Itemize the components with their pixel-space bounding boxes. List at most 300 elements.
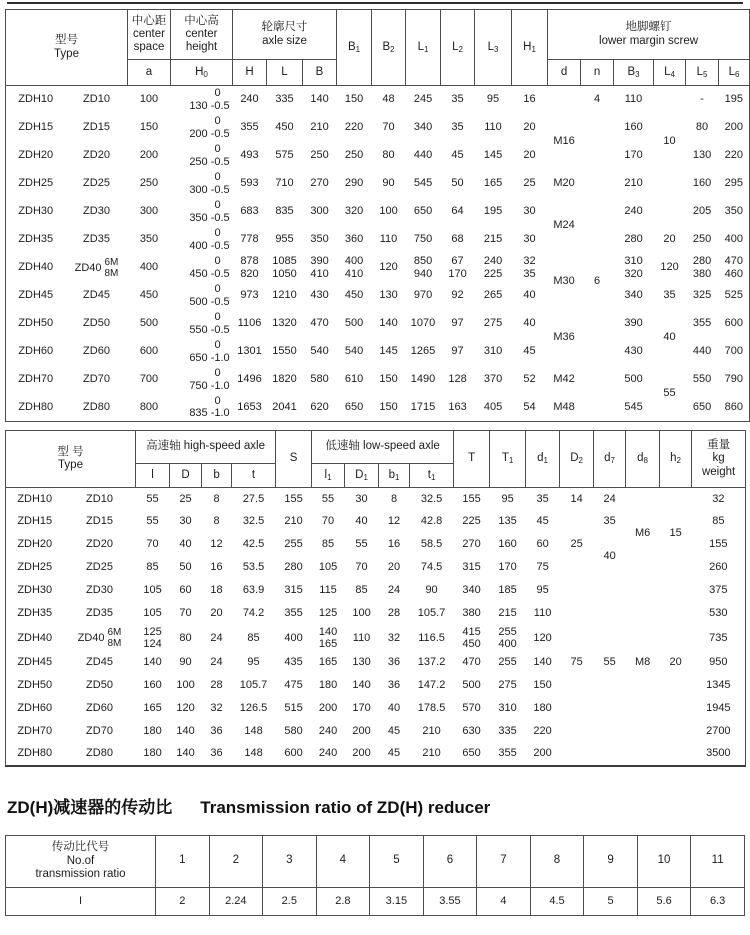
table-cell: 1320 — [272, 316, 297, 329]
table-cell: 530 — [709, 607, 728, 620]
table-cell: 245 — [413, 93, 433, 106]
table-cell: 32.5 — [420, 492, 443, 505]
table-cell: 1653 — [237, 400, 262, 413]
table-cell: 1210 — [272, 288, 297, 301]
header-cell: 2 — [209, 835, 263, 887]
table-cell: 580 — [284, 724, 303, 737]
header-cell: $H_0$ — [171, 60, 233, 86]
table-cell: 0 650 -1.0 — [189, 338, 230, 364]
table-cell: 110 — [484, 120, 502, 133]
table-cell: 380 — [462, 607, 481, 620]
table-cell: 0 350 -0.5 — [189, 198, 230, 224]
table-cell: 350 — [724, 204, 743, 217]
table-cell: 24 — [603, 492, 616, 505]
table-cell: 5 — [584, 887, 638, 915]
header-cell: $l_1$ — [312, 464, 345, 488]
table-cell: 180 — [143, 747, 162, 760]
table-cell: 55 — [146, 492, 159, 505]
table-cell: 45 — [387, 747, 401, 760]
table-cell: 450 — [139, 288, 159, 301]
table-cell: 800 — [139, 400, 159, 413]
table-cell: 390 — [624, 316, 643, 329]
table-cell: 147.2 — [417, 678, 446, 691]
table-cell: ZD50 — [83, 316, 110, 329]
table-cell: 30 — [355, 492, 368, 505]
table-cell: 130 — [692, 148, 712, 161]
table-cell: 20 — [663, 232, 676, 245]
table-cell — [626, 626, 660, 651]
table-cell: 593 — [240, 176, 259, 189]
table-cell: 240 — [240, 93, 259, 106]
table-cell: 32.5 — [242, 515, 265, 528]
table-cell: ZD10 — [86, 492, 113, 505]
header-cell: 9 — [584, 835, 638, 887]
table-cell: 0 550 -0.5 — [189, 310, 230, 336]
table-cell: 545 — [413, 176, 433, 189]
table-cell: 600 — [284, 747, 303, 760]
table-cell: 170 — [624, 148, 643, 161]
table-cell: 170 — [352, 701, 371, 714]
table-cell: 400 — [139, 260, 159, 273]
table-cell: 0 500 -0.5 — [189, 282, 230, 308]
table-cell — [660, 626, 692, 651]
table-cell: ZDH50 — [17, 678, 53, 691]
table-cell: 140 165 — [318, 625, 338, 651]
table-cell: 12 — [210, 538, 223, 551]
table-cell: ZDH70 — [18, 372, 54, 385]
table-cell: 0 400 -0.5 — [189, 226, 230, 252]
table-cell: 195 — [724, 93, 743, 106]
table-cell: 2 — [156, 887, 210, 915]
table-cell — [581, 226, 614, 254]
table-cell: M6 — [634, 526, 651, 539]
table-cell: 16 — [210, 561, 223, 574]
table-cell: 5.6 — [637, 887, 691, 915]
table-cell: 140 — [176, 747, 195, 760]
table-cell — [581, 366, 614, 394]
table-cell: 126.5 — [239, 701, 268, 714]
table-cell: 973 — [240, 288, 259, 301]
table-cell: 18 — [210, 584, 223, 597]
table-cell: 70 — [355, 561, 368, 574]
table-cell — [626, 674, 660, 697]
table-cell: 20 — [523, 148, 536, 161]
table-cell: 500 — [624, 372, 643, 385]
table-cell: 75 — [536, 561, 549, 574]
table-cell — [560, 697, 594, 720]
table-cell: ZD60 — [86, 701, 113, 714]
table-cell: ZDH10 — [18, 93, 54, 106]
table-cell: 335 — [275, 93, 294, 106]
table-cell: ZDH20 — [17, 538, 53, 551]
table-cell: 105.7 — [417, 607, 446, 620]
header-cell: $D_1$ — [345, 464, 379, 488]
table-cell: M8 — [634, 655, 651, 668]
table-cell: ZD30 — [86, 584, 113, 597]
table-cell: 68 — [451, 232, 464, 245]
table-cell: 350 — [139, 232, 159, 245]
table-cell — [654, 170, 686, 198]
table-cell: ZD40 6M 8M — [74, 256, 119, 279]
table-cell: 540 — [344, 344, 364, 357]
header-cell: 3 — [263, 835, 317, 887]
table-cell: 250 — [692, 232, 712, 245]
table-cell: 205 — [692, 204, 712, 217]
table-cell: 120 — [533, 631, 552, 644]
table-cell: 255 — [498, 655, 517, 668]
table-cell: 470 460 — [724, 254, 743, 280]
table-cell: 580 — [310, 372, 329, 385]
table-cell: ZD30 — [83, 204, 110, 217]
table-cell: 60 — [536, 538, 549, 551]
table-cell — [560, 674, 594, 697]
table-cell: 160 — [692, 176, 712, 189]
header-cell: $B_3$ — [614, 60, 654, 86]
header-cell: $d_1$ — [526, 431, 560, 488]
table-cell: 92 — [451, 288, 464, 301]
header-cell: $L_4$ — [654, 60, 686, 86]
table-cell: 0 750 -1.0 — [189, 366, 230, 392]
table-cell: ZDH35 — [17, 607, 53, 620]
table-cell: ZD15 — [86, 515, 113, 528]
table-cell: 3.55 — [423, 887, 477, 915]
table-cell: 10 — [663, 134, 676, 147]
table-2-body — [6, 488, 746, 766]
table-cell — [594, 720, 626, 743]
table-3-header — [6, 835, 745, 887]
table-cell: ZDH15 — [18, 120, 54, 133]
header-cell: d — [548, 60, 581, 86]
table-cell: 45 — [536, 515, 549, 528]
table-cell: 20 — [669, 655, 682, 668]
header-cell: 轮廓尺寸 axle size — [233, 10, 337, 60]
table-cell — [560, 743, 594, 766]
table-cell: 165 — [143, 701, 162, 714]
header-cell: $B_1$ — [337, 10, 372, 86]
table-cell: 58.5 — [420, 538, 443, 551]
table-cell: - — [700, 93, 704, 106]
table-cell — [581, 338, 614, 366]
table-cell — [626, 697, 660, 720]
top-rule — [7, 2, 743, 4]
table-cell: 105 — [318, 561, 338, 574]
table-cell: 355 — [692, 316, 712, 329]
table-cell: 24 — [387, 584, 401, 597]
table-cell: 36 — [387, 655, 401, 668]
table-cell — [626, 603, 660, 626]
table-cell: 290 — [344, 176, 364, 189]
table-cell: 8 — [213, 492, 220, 505]
table-cell: ZDH60 — [17, 701, 53, 714]
table-cell: 140 — [379, 316, 398, 329]
header-cell: a — [128, 60, 171, 86]
header-cell: 中心距 center space — [128, 10, 171, 60]
table-cell: 50 — [451, 176, 464, 189]
table-cell: ZD20 — [83, 148, 110, 161]
table-cell: 1490 — [410, 372, 436, 385]
header-cell: 高速轴 high-speed axle — [136, 431, 276, 464]
table-cell: 20 — [523, 120, 536, 133]
table-cell: 135 — [498, 515, 517, 528]
table-cell: 470 — [462, 655, 481, 668]
table-cell: 70 — [321, 515, 335, 528]
table-cell: 500 — [139, 316, 159, 329]
table-cell: ZDH60 — [18, 344, 54, 357]
table-cell: 180 — [318, 678, 338, 691]
table-cell: 30 — [523, 232, 536, 245]
table-cell: 215 — [483, 232, 503, 245]
header-cell: $d_7$ — [594, 431, 626, 488]
table-3-body — [6, 887, 745, 915]
table-cell: 500 — [462, 678, 481, 691]
table-cell — [581, 114, 614, 142]
table-cell: 40 — [523, 316, 536, 329]
table-cell: 350 — [310, 232, 329, 245]
table-cell: 36 — [387, 678, 401, 691]
table-cell: 255 400 — [498, 625, 517, 651]
section-title — [7, 793, 743, 818]
table-cell: 210 — [310, 120, 329, 133]
table-cell: 178.5 — [417, 701, 446, 714]
table-cell: 170 — [498, 561, 517, 574]
table-cell: 700 — [139, 372, 159, 385]
header-cell: $H_1$ — [512, 10, 548, 86]
table-cell: 1265 — [410, 344, 436, 357]
header-cell: 4 — [316, 835, 370, 887]
table-cell — [626, 580, 660, 603]
table-cell: 265 — [483, 288, 503, 301]
table-cell: 683 — [240, 204, 259, 217]
table-cell: ZDH50 — [18, 316, 54, 329]
table-cell: 27.5 — [242, 492, 265, 505]
table-cell: 70 — [179, 607, 192, 620]
table-cell: 85 — [321, 538, 335, 551]
table-cell: 630 — [462, 724, 481, 737]
table-cell: 860 — [724, 400, 743, 413]
header-cell: $b_1$ — [379, 464, 410, 488]
table-cell: 45 — [523, 344, 536, 357]
header-cell: 1 — [156, 835, 210, 887]
table-cell: 405 — [483, 400, 503, 413]
table-cell: 0 130 -0.5 — [189, 87, 230, 112]
table-cell: ZD45 — [86, 655, 113, 668]
table-cell: 53.5 — [242, 561, 265, 574]
table-cell: ZDH20 — [18, 148, 54, 161]
table-cell: 20 — [210, 607, 223, 620]
table-cell: 970 — [413, 288, 433, 301]
table-cell: I — [6, 887, 156, 915]
table-cell: 140 — [176, 724, 195, 737]
table-cell: 260 — [709, 561, 728, 574]
table-cell: 32 35 — [523, 254, 536, 280]
table-cell: 105 — [143, 607, 162, 620]
table-cell: 750 — [413, 232, 433, 245]
table-cell: 220 — [533, 724, 552, 737]
table-cell: ZDH40 — [18, 260, 54, 273]
table-cell: 80 — [179, 631, 192, 644]
table-1-body — [6, 86, 750, 422]
table-cell: 650 — [344, 400, 364, 413]
table-cell: 130 — [352, 655, 371, 668]
table-cell: ZD70 — [86, 724, 113, 737]
table-cell: 735 — [709, 631, 728, 644]
table-cell — [660, 720, 692, 743]
table-cell: 515 — [284, 701, 303, 714]
table-2-header — [6, 431, 746, 488]
header-cell: $L_1$ — [406, 10, 441, 86]
table-cell: 475 — [284, 678, 303, 691]
table-cell: 85 — [247, 631, 260, 644]
header-cell: 低速轴 low-speed axle — [312, 431, 454, 464]
table-cell — [594, 697, 626, 720]
table-cell: 40 — [179, 538, 192, 551]
table-cell: 295 — [724, 176, 743, 189]
table-cell: M48 — [553, 400, 575, 413]
table-cell: 12 — [387, 515, 401, 528]
table-cell: 74.2 — [242, 607, 265, 620]
table-cell: 440 — [413, 148, 433, 161]
table-cell: ZD35 — [83, 232, 110, 245]
table-cell: 2700 — [706, 724, 731, 737]
table-cell: 450 — [344, 288, 364, 301]
table-cell: 145 — [483, 148, 503, 161]
table-cell: 0 835 -1.0 — [189, 394, 230, 420]
table-cell: 16 — [387, 538, 401, 551]
header-cell: $h_2$ — [660, 431, 692, 488]
table-cell: 3500 — [706, 747, 731, 760]
table-cell: 14 — [570, 492, 583, 505]
table-cell: 55 — [321, 492, 335, 505]
table-cell — [654, 198, 686, 226]
table-cell — [581, 394, 614, 422]
table-cell: 600 — [139, 344, 159, 357]
table-cell: 1085 1050 — [272, 254, 297, 280]
table-cell: 4 — [593, 93, 601, 106]
table-cell: 4 — [477, 887, 531, 915]
header-cell: 型 号 Type — [6, 431, 136, 488]
table-cell: 165 — [318, 655, 338, 668]
table-cell: 275 — [498, 678, 517, 691]
table-cell — [560, 626, 594, 651]
table-cell: ZDH35 — [18, 232, 54, 245]
table-cell: 95 — [501, 492, 514, 505]
table-cell: 36 — [210, 724, 223, 737]
table-cell: M36 — [553, 330, 575, 343]
table-cell: 575 — [275, 148, 294, 161]
table-cell: 63.9 — [242, 584, 265, 597]
table-cell: 240 — [318, 724, 338, 737]
table-cell: 16 — [523, 93, 536, 106]
transmission-ratio-table — [5, 835, 745, 916]
header-cell: $L_5$ — [686, 60, 719, 86]
header-cell: 地脚螺钉 lower margin screw — [548, 10, 750, 60]
table-cell: 320 — [344, 204, 364, 217]
table-cell: 340 — [624, 288, 643, 301]
table-cell: 125 124 — [143, 625, 162, 651]
table-cell: 610 — [344, 372, 364, 385]
table-cell: 0 450 -0.5 — [189, 254, 230, 280]
table-cell: 24 — [210, 631, 223, 644]
table-cell: 195 — [483, 204, 503, 217]
table-cell: ZD35 — [86, 607, 113, 620]
table-cell — [581, 310, 614, 338]
header-cell: 重量 kg weight — [692, 431, 746, 488]
table-cell: 150 — [139, 120, 159, 133]
table-cell: ZDH40 — [17, 631, 53, 644]
table-cell: 4.5 — [530, 887, 584, 915]
header-cell: 型号 Type — [6, 10, 128, 86]
table-cell: 105 — [143, 584, 162, 597]
header-cell: $t_1$ — [410, 464, 454, 488]
table-cell: 220 — [724, 148, 743, 161]
table-cell: ZDH80 — [17, 747, 53, 760]
header-cell: 8 — [530, 835, 584, 887]
table-cell — [626, 743, 660, 766]
table-cell: 30 — [523, 204, 536, 217]
table-cell: 340 — [413, 120, 433, 133]
table-cell: 250 — [344, 148, 364, 161]
table-cell: ZDH80 — [18, 400, 54, 413]
table-cell: 300 — [310, 204, 329, 217]
table-cell: 150 — [344, 93, 364, 106]
table-cell: ZD80 — [83, 400, 110, 413]
table-cell: 225 — [462, 515, 481, 528]
table-cell: 8 — [213, 515, 220, 528]
table-cell: 315 — [284, 584, 303, 597]
table-cell: ZD20 — [86, 538, 113, 551]
table-cell: 75 — [570, 655, 583, 668]
table-cell: 280 380 — [692, 254, 712, 280]
header-cell: $D_2$ — [560, 431, 594, 488]
table-cell: 360 — [344, 232, 364, 245]
table-cell: 200 — [724, 120, 743, 133]
table-cell: 850 940 — [413, 254, 433, 280]
table-cell — [594, 580, 626, 603]
table-cell: 128 — [448, 372, 467, 385]
table-cell: 315 — [462, 561, 481, 574]
table-cell: 97 — [451, 316, 464, 329]
table-cell: 180 — [533, 701, 552, 714]
table-cell: ZDH10 — [17, 492, 53, 505]
table-cell: 125 — [318, 607, 338, 620]
table-cell: 500 — [344, 316, 364, 329]
table-cell: 100 — [379, 204, 398, 217]
table-cell: 375 — [709, 584, 728, 597]
table-cell: 130 — [379, 288, 398, 301]
table-cell: 36 — [210, 747, 223, 760]
table-cell: 48 — [382, 93, 395, 106]
table-cell: ZD25 — [86, 561, 113, 574]
table-cell: 70 — [146, 538, 159, 551]
table-cell: 430 — [624, 344, 643, 357]
header-cell: $T_1$ — [490, 431, 526, 488]
table-cell: 1301 — [237, 344, 262, 357]
table-cell: 550 — [692, 372, 712, 385]
table-cell: 148 — [244, 747, 263, 760]
table-cell: 163 — [448, 400, 467, 413]
table-cell: 370 — [483, 372, 503, 385]
table-cell: 25 — [523, 176, 536, 189]
table-cell: 200 — [533, 747, 552, 760]
table-1-header — [6, 10, 750, 86]
table-cell: 415 450 — [462, 625, 481, 651]
header-cell: $d_8$ — [626, 431, 660, 488]
table-cell: 0 300 -0.5 — [189, 170, 230, 196]
table-cell: 165 — [483, 176, 503, 189]
table-cell: 2.8 — [316, 887, 370, 915]
table-cell: ZD25 — [83, 176, 110, 189]
table-cell: 95 — [536, 584, 549, 597]
